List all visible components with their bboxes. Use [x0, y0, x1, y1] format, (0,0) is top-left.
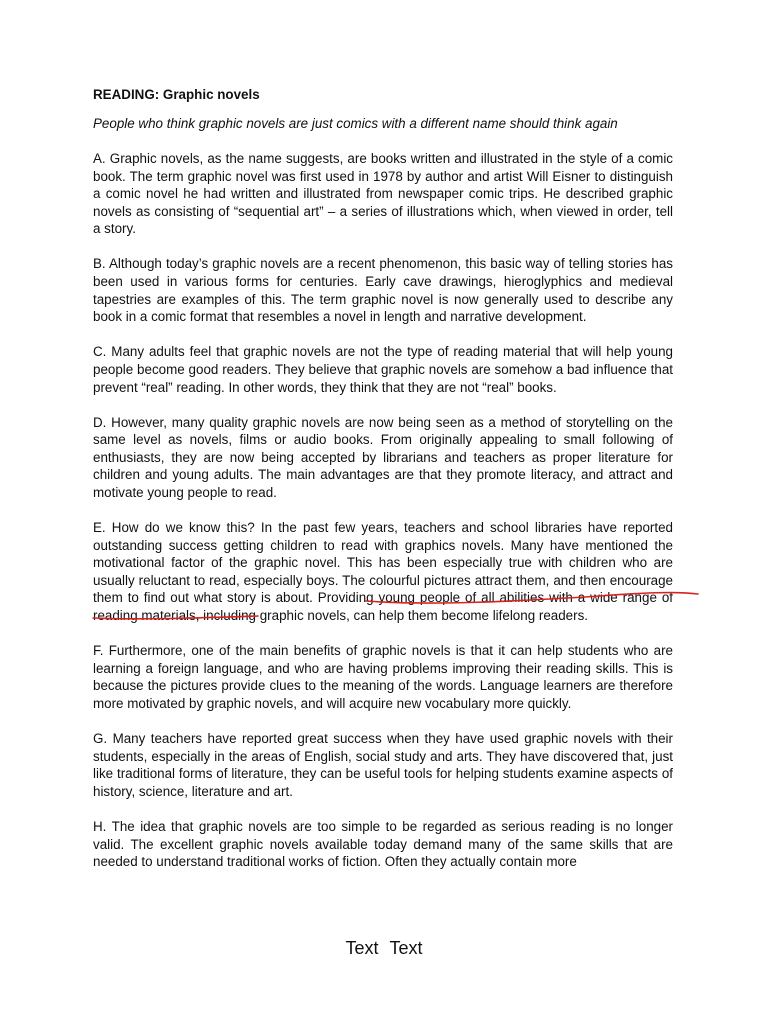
document-page [93, 86, 673, 888]
paragraph-d: D. However, many quality graphic novels are now being seen as a method of storytelling on the same level as novels, films or audio books. From originally appealing to small following of enthusiasts, they are now being accepted by librarians and teachers as proper literature for children and young adults. The main advantages are that they promote literacy, and attract and motivate young people to read. [93, 414, 673, 500]
paragraph-g: G. Many teachers have reported great success when they have used graphic novels with their students, especially in the areas of English, social study and arts. They have discovered that, just like traditional forms of literature, they can be useful tools for helping students examine aspects of history, science, literature and art. [93, 731, 673, 799]
page-subtitle: People who think graphic novels are just comics with a different name should think again [93, 116, 618, 131]
footer-text-right[interactable]: Text [389, 938, 423, 958]
footer-text-left[interactable]: Text [345, 938, 379, 958]
paragraph-c: C. Many adults feel that graphic novels are not the type of reading material that will help young people become good readers. They believe that graphic novels are somehow a bad influence that prevent “real” reading. In other words, they think that they are not “real” books. [93, 344, 673, 395]
paragraph-f: F. Furthermore, one of the main benefits of graphic novels is that it can help students who are learning a foreign language, and who are having problems improving their reading skills. This is because the pictures provide clues to the meaning of the words. Language learners are therefore more motivated by graphic novels, and will acquire new vocabulary more quickly. [93, 643, 673, 711]
paragraph-a: A. Graphic novels, as the name suggests, are books written and illustrated in the style of a comic book. The term graphic novel was first used in 1978 by author and artist Will Eisner to distinguish a comic novel he had written and illustrated from newspaper comic trips. He described graphic novels as consisting of “sequential art” – a series of illustrations which, when viewed in order, tell a story. [93, 151, 673, 237]
page-title: READING: Graphic novels [93, 87, 260, 102]
paragraph-e: E. How do we know this? In the past few years, teachers and school libraries have reported outstanding success getting children to read with graphics novels. Many have mentioned the motivational factor of the graphic novel. This has been especially true with children who are usually reluctant to read, especially boys. The colourful pictures attract them, and then encourage them to find out what story is about. Providing young people of all abilities with a wide range of reading materials, including graphic novels, can help them become lifelong readers. [93, 520, 673, 624]
paragraph-h: H. The idea that graphic novels are too simple to be regarded as serious reading is no longer valid. The excellent graphic novels available today demand many of the same skills that are needed to understand traditional works of fiction. Often they actually contain more [93, 818, 673, 870]
footer-bar [0, 936, 768, 960]
paragraph-b: B. Although today’s graphic novels are a recent phenomenon, this basic way of telling stories has been used in various forms for centuries. Early cave drawings, hieroglyphics and medieval tapestries are examples of this. The term graphic novel is now generally used to describe any book in a comic format that resembles a novel in length and narrative development. [93, 256, 673, 325]
